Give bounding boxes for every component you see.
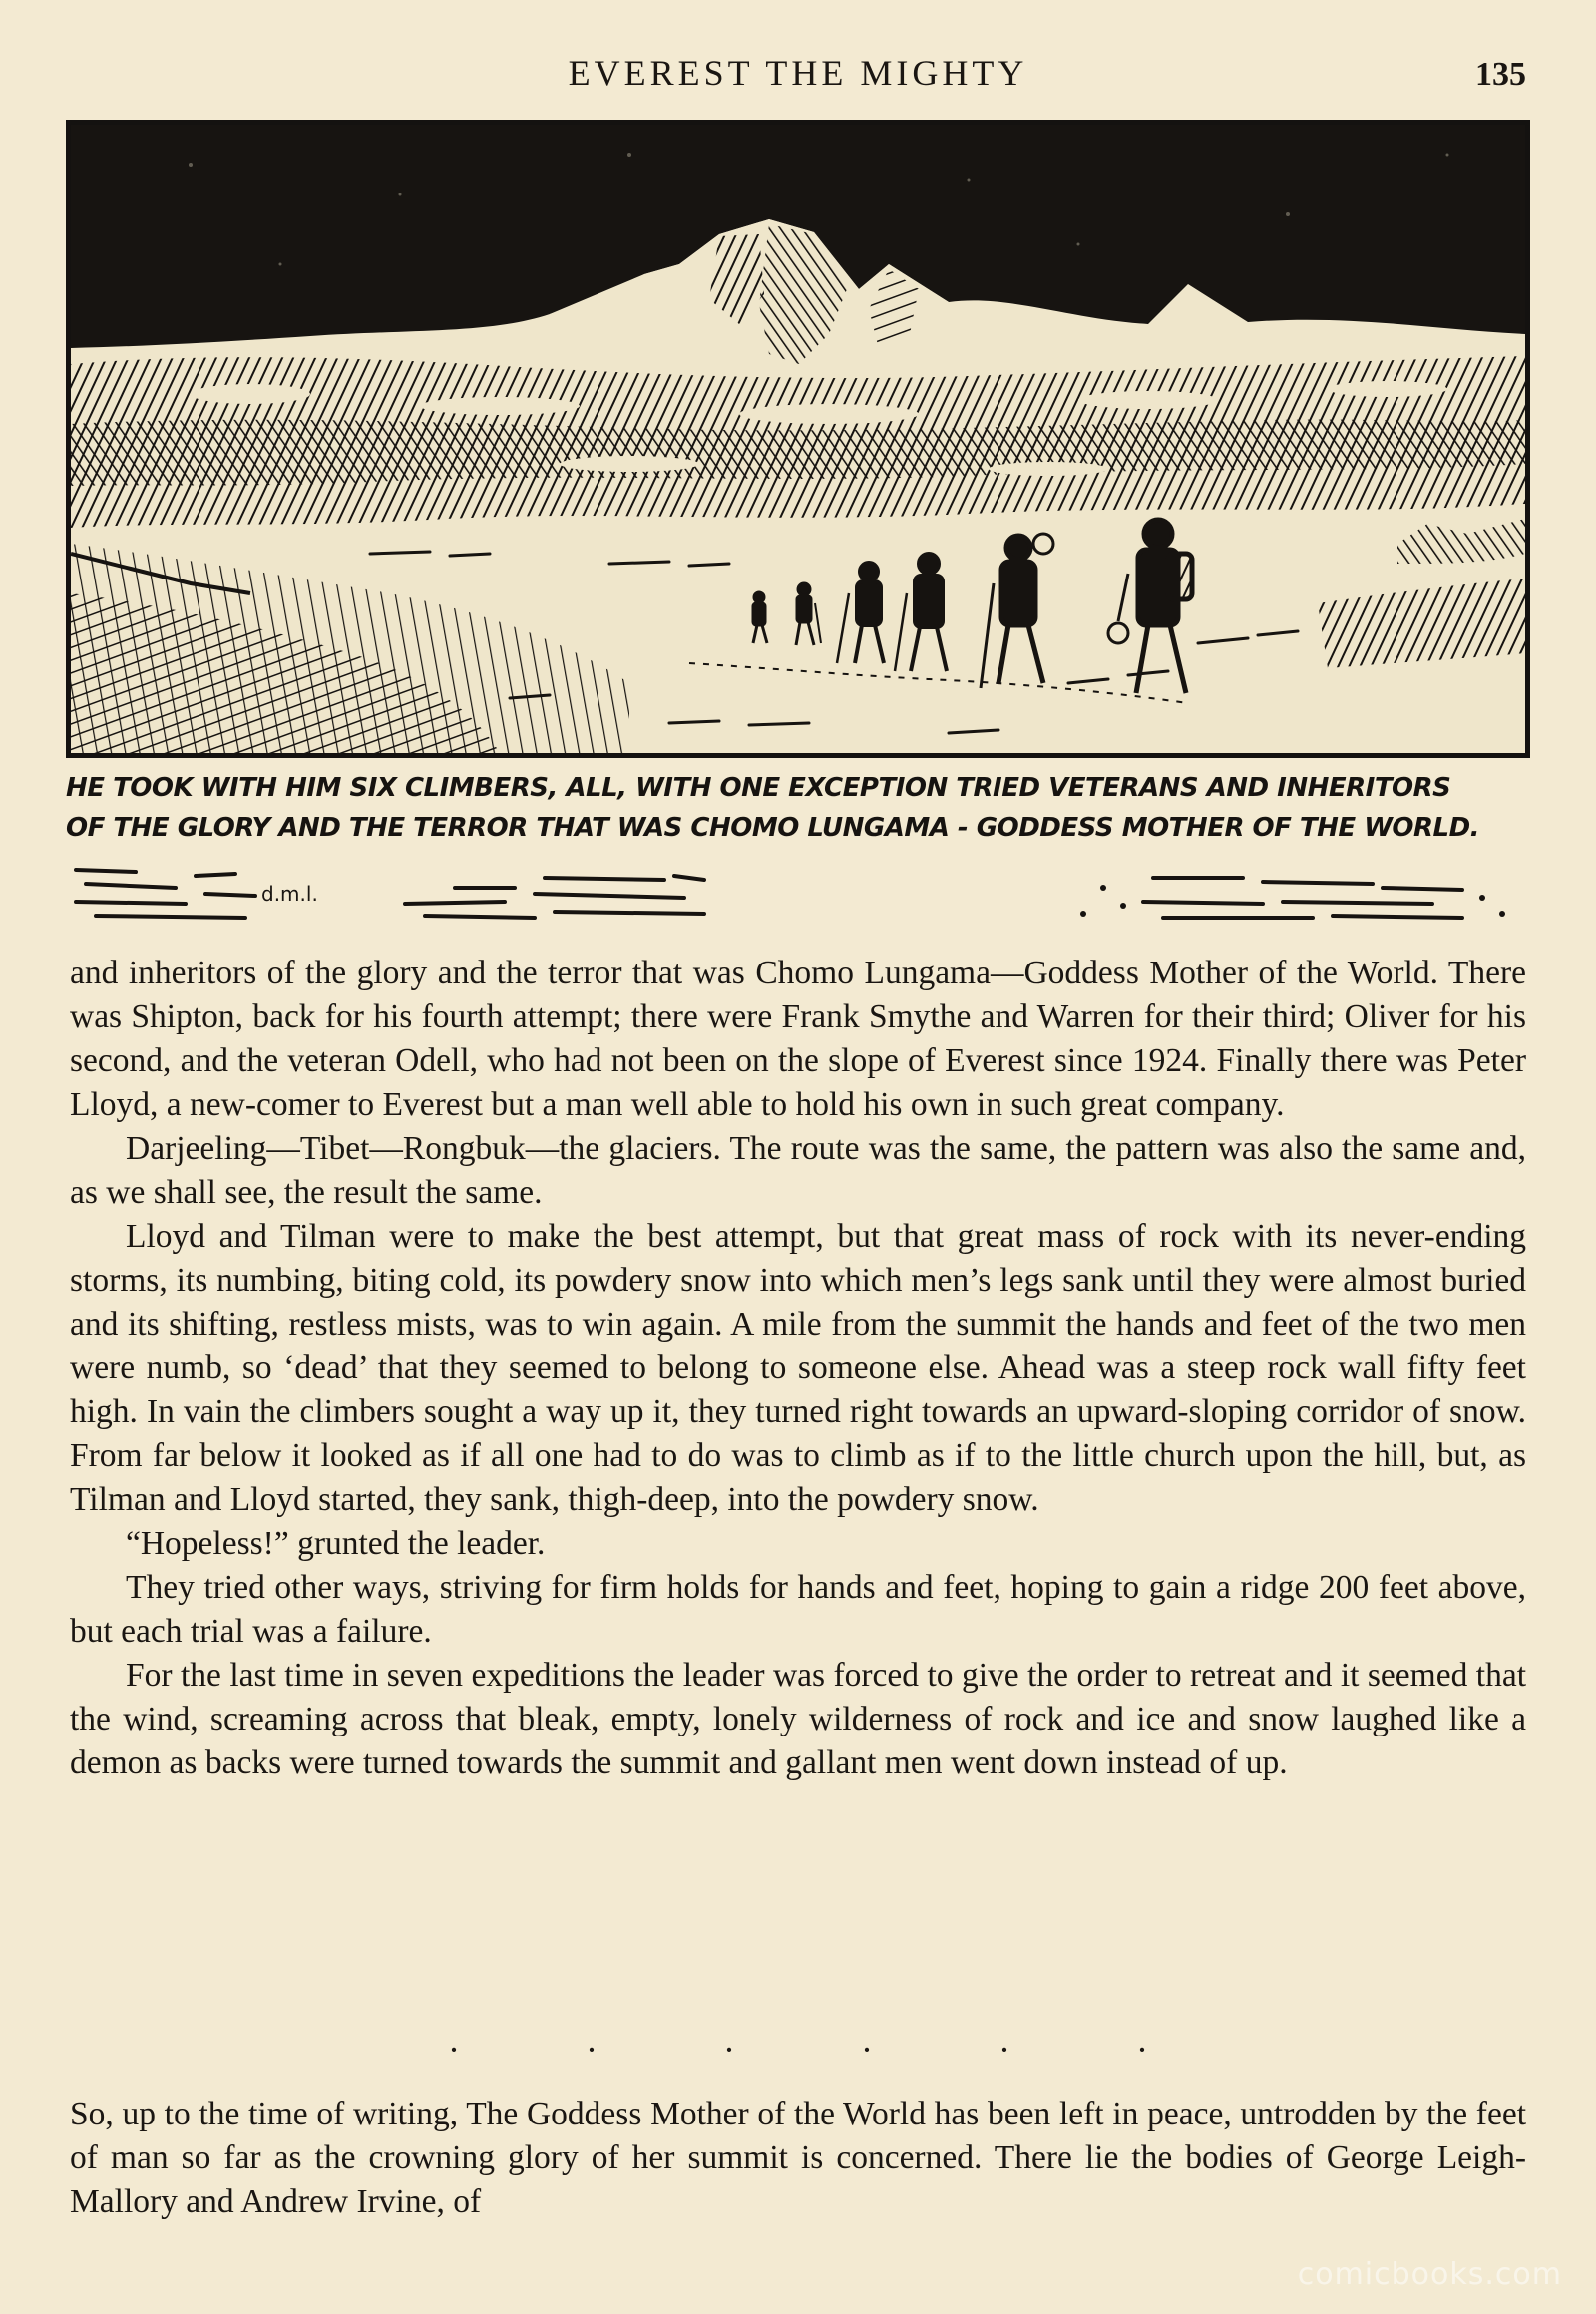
paragraph: They tried other ways, striving for firm holds for hands and feet, hoping to gain a ridge 200 feet above, but each trial was a failure. [70,1569,1526,1650]
section-break-dot: · [723,2030,735,2070]
illustration-caption [66,768,1530,848]
paragraph: For the last time in seven expeditions the leader was forced to give the order to retreat and it seemed that the wind, screaming across that bleak, empty, lonely wilderness of rock and ice and snow laughed like a demon as backs were turned towards the summit and gallant men went down instead of up. [70,1657,1526,1781]
section-break-dot: · [1136,2030,1148,2070]
section-break-dots [0,2029,1596,2069]
body-text [70,952,1526,1785]
section-break-dot: · [586,2030,598,2070]
illustration-everest-climbers [66,120,1530,758]
artist-signature: d.m.l. [261,882,318,906]
caption-line-2: OF THE GLORY AND THE TERROR THAT WAS CHOMO LUNGAMA - GODDESS MOTHER OF THE WORLD. [66,813,1480,843]
paragraph: Lloyd and Tilman were to make the best attempt, but that great mass of rock with its never-ending storms, its numbing, biting cold, its powdery snow into which men’s legs sank until they were almost buried and its shifting, restless mists, was to win again. A mile from the summit the hands and feet of the two men were numb, so ‘dead’ that they seemed to belong to someone else. Ahead was a steep rock wall fifty feet high. In vain the climbers sought a way up it, they turned right towards an upward-sloping corridor of snow. From far below it looked as if all one had to do was to climb as if to the little church upon the hill, but, as Tilman and Lloyd started, they sank, thigh-deep, into the powdery snow. [70,1218,1526,1518]
paragraph: and inheritors of the glory and the terror that was Chomo Lungama—Goddess Mother of the World. There was Shipton, back for his fourth attempt; there were Frank Smythe and Warren for their third; Oliver for his second, and the veteran Odell, who had not been on the slope of Everest since 1924. Finally there was Peter Lloyd, a new-comer to Everest but a man well able to hold his own in such great company. [70,955,1526,1123]
section-break-dot: · [448,2030,460,2070]
caption-flourish [66,858,1530,928]
mountain-scene-drawing [71,125,1525,753]
paragraph: Darjeeling—Tibet—Rongbuk—the glaciers. The route was the same, the pattern was also the same and, as we shall see, the result the same. [70,1130,1526,1211]
caption-line-1: HE TOOK WITH HIM SIX CLIMBERS, ALL, WITH ONE EXCEPTION TRIED VETERANS AND INHERITORS [66,773,1451,803]
watermark: comicbooks.com [1297,2257,1562,2292]
page-header [0,46,1596,106]
paragraph: “Hopeless!” grunted the leader. [126,1525,546,1562]
section-break-dot: · [998,2030,1010,2070]
paragraph: So, up to the time of writing, The Goddess Mother of the World has been left in peace, untrodden by the feet of man so far as the crowning glory of her summit is concerned. There lie the bodies of George Leigh-Mallory and Andrew Irvine, of [70,2096,1526,2220]
running-title: EVEREST THE MIGHTY [568,53,1028,93]
page-number: 135 [1475,56,1526,93]
closing-text [70,2093,1526,2224]
section-break-dot: · [861,2030,873,2070]
